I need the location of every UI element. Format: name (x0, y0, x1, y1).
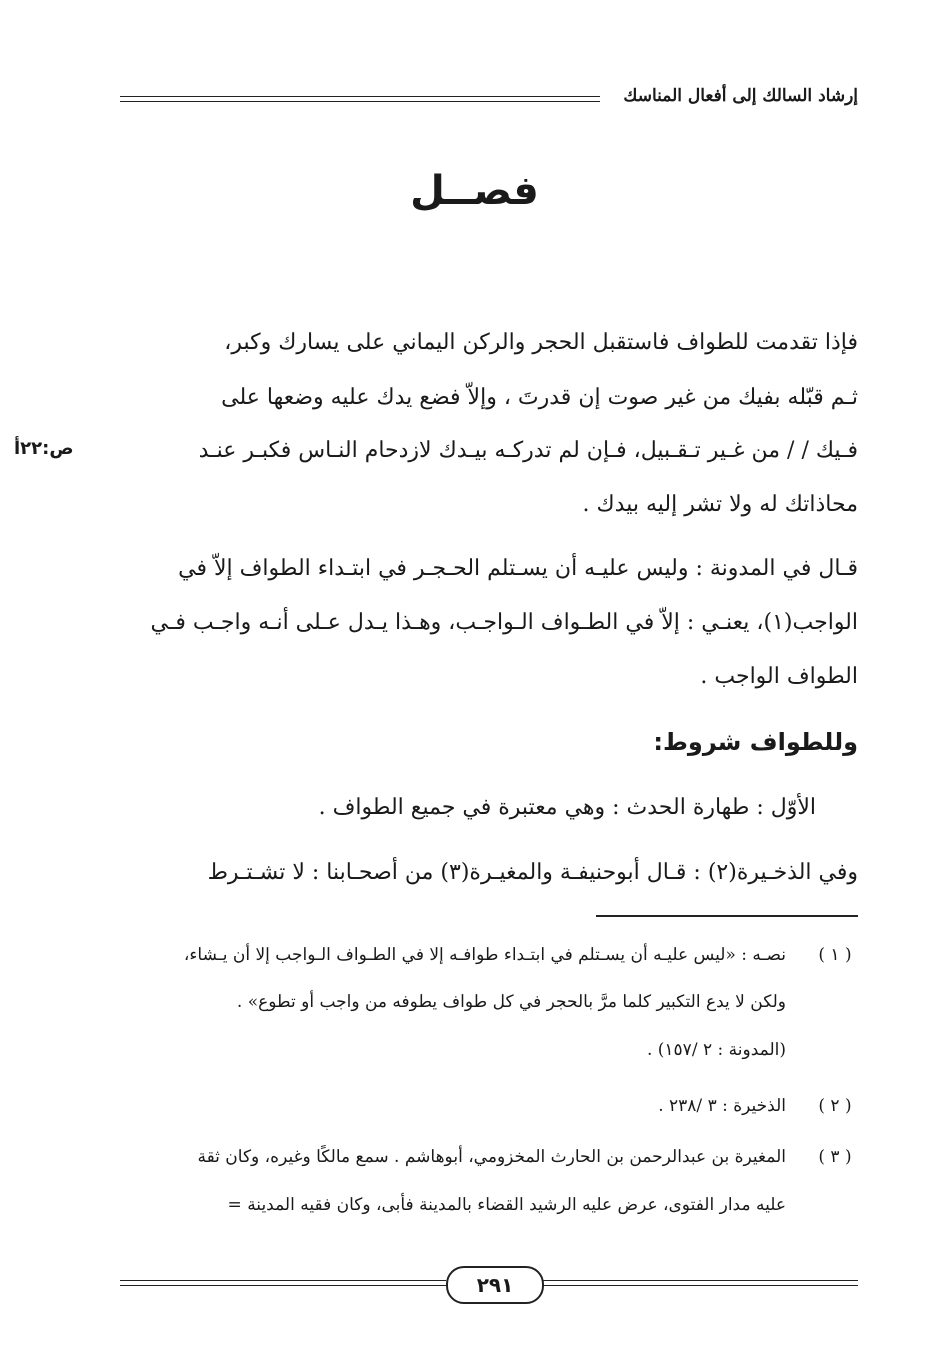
running-header (120, 82, 858, 118)
footnote (120, 1096, 858, 1122)
paragraph-line: الطواف الواجب . (700, 664, 858, 689)
footnote (120, 1040, 858, 1066)
section-title: فصــل (410, 168, 539, 214)
paragraph-line: فإذا تقدمت للطواف فاستقبل الحجر والركن اليماني على يسارك وكبر، (224, 330, 858, 355)
footnote-number: ( ١ ) (818, 945, 852, 965)
footnote (120, 1195, 858, 1221)
subheading: وللطواف شروط: (653, 728, 858, 756)
condition-line: وفي الذخـيرة(٢) : قـال أبوحنيفـة والمغيـرة(٣) من أصحـابنا : لا تشـتـرط (207, 860, 858, 885)
paragraph-line: الواجب(١)، يعنـي : إلاّ في الطـواف الـواجـب، وهـذا يـدل عـلى أنـه واجـب فـي (150, 610, 858, 635)
footnote (120, 1147, 858, 1173)
footnote (120, 945, 858, 971)
manuscript-folio-reference: ص:٢٢أ (14, 438, 74, 459)
footnote-line: ولكن لا يدع التكبير كلما مرَّ بالحجر في كل طواف يطوفه من واجب أو تطوع» . (236, 992, 786, 1012)
footer-rule (540, 1280, 858, 1286)
footnote-separator (596, 915, 858, 917)
footnote-number: ( ٣ ) (818, 1147, 852, 1167)
footnote-number: ( ٢ ) (818, 1096, 852, 1116)
page-number: ٢٩١ (446, 1266, 544, 1304)
footnote (120, 992, 858, 1018)
paragraph-line: قـال في المدونة : وليس عليـه أن يسـتلم الحـجـر في ابتـداء الطواف إلاّ في (178, 556, 858, 581)
footnote-line: (المدونة : ٢ /١٥٧) . (646, 1040, 786, 1060)
condition-line: الأوّل : طهارة الحدث : وهي معتبرة في جميع الطواف . (318, 795, 816, 820)
paragraph-line: محاذاتك له ولا تشر إليه بيدك . (582, 492, 858, 517)
footnote-line: نصـه : «ليس عليـه أن يسـتلم في ابتـداء طوافـه إلا في الطـواف الـواجب إلا أن يـشاء، (183, 945, 786, 965)
header-rule (120, 96, 600, 102)
footnote-line: المغيرة بن عبدالرحمن بن الحارث المخزومي، أبوهاشم . سمع مالكًا وغيره، وكان ثقة (197, 1147, 786, 1167)
footnote-line: عليه مدار الفتوى، عرض عليه الرشيد القضاء بالمدينة فأبى، وكان فقيه المدينة = (227, 1195, 786, 1215)
footnote-line: الذخيرة : ٣ /٢٣٨ . (658, 1096, 786, 1116)
paragraph-line: ثـم قبّله بفيك من غير صوت إن قدرتَ ، وإلاّ فضع يدك عليه وضعها على (221, 385, 858, 410)
footer-rule (120, 1280, 446, 1286)
paragraph-line: فـيك / / من غـير تـقـبيل، فـإن لم تدركـه بيـدك لازدحام النـاس فكبـر عنـد (198, 438, 858, 463)
running-title: إرشاد السالك إلى أفعال المناسك (623, 86, 858, 106)
